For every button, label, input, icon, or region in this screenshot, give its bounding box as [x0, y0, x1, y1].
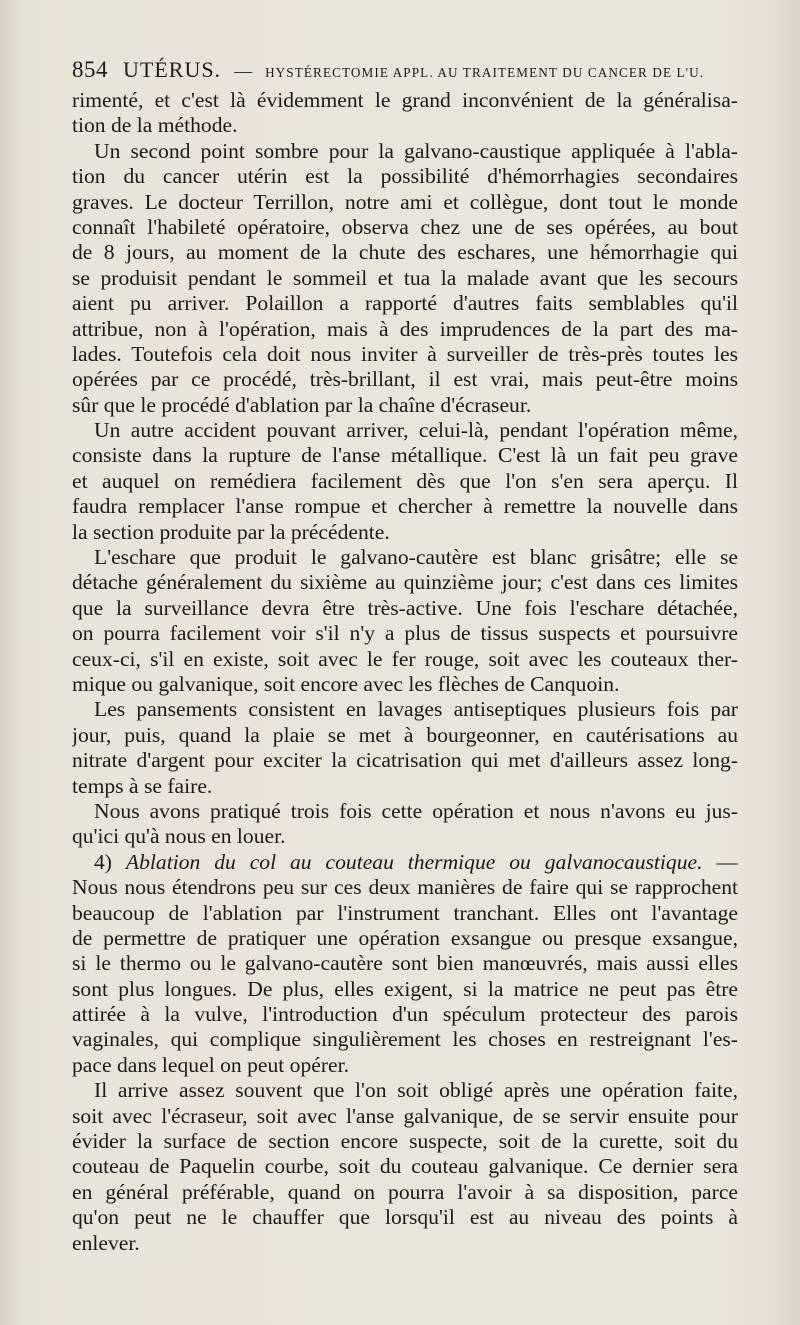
text-line: tion de la méthode. — [72, 113, 238, 138]
text-line: ceux-ci, s'il en existe, soit avec le fer rouge, soit avec les couteaux ther- — [72, 646, 738, 671]
text-line: sûr que le procédé d'ablation par la chaîne d'écraseur. — [72, 392, 532, 417]
text-line: consiste dans la rupture de l'anse métallique. C'est là un fait peu grave — [72, 443, 738, 468]
text-line: en général préférable, quand on pourra l'avoir à sa disposition, parce — [72, 1179, 738, 1204]
text-line: couteau de Paquelin courbe, soit du couteau galvanique. Ce dernier sera — [72, 1154, 738, 1179]
header-dash: — — [234, 61, 253, 81]
text-line: beaucoup de l'ablation par l'instrument tranchant. Elles ont l'avantage — [72, 900, 738, 925]
text-line: lades. Toutefois cela doit nous inviter à surveiller de très-près toutes les — [72, 341, 738, 366]
text-line: détache généralement du sixième au quinzième jour; c'est dans ces limites — [72, 570, 738, 595]
text-line: Il arrive assez souvent que l'on soit obligé après une opération faite, — [94, 1078, 738, 1103]
heading-title: Ablation du col au couteau thermique ou galvanocaustique. — [125, 849, 703, 874]
text-line: opérées par ce procédé, très-brillant, il est vrai, mais peut-être moins — [72, 367, 738, 392]
section-title: UTÉRUS. — [123, 57, 222, 82]
text-line: pace dans lequel on peut opérer. — [72, 1052, 350, 1077]
text-line: de 8 jours, au moment de la chute des eschares, une hémorrhagie qui — [72, 240, 738, 265]
text-line: soit avec l'écraseur, soit avec l'anse galvanique, de se servir ensuite pour — [72, 1103, 738, 1128]
text-line: L'eschare que produit le galvano-cautère est blanc grisâtre; elle se — [94, 545, 738, 570]
text-line: enlever. — [72, 1230, 140, 1255]
running-title: HYSTÉRECTOMIE APPL. AU TRAITEMENT DU CANCER DE L'U. — [265, 65, 705, 80]
text-line: si le thermo ou le galvano-cautère sont bien manœuvrés, mais aussi elles — [72, 951, 738, 976]
text-line: connaît l'habileté opératoire, observa chez une de ses opérées, au bout — [72, 214, 738, 239]
heading-dash: — — [716, 849, 738, 874]
text-line: qu'ici qu'à nous en louer. — [72, 824, 286, 849]
text-line: de permettre de pratiquer une opération exsangue ou presque exsangue, — [72, 925, 738, 950]
text-line: mique ou galvanique, soit encore avec les flèches de Canquoin. — [72, 671, 620, 696]
text-line: attirée à la vulve, l'introduction d'un spéculum protecteur des parois — [72, 1002, 738, 1027]
text-line: Nous nous étendrons peu sur ces deux manières de faire qui se rapprochent — [72, 875, 738, 900]
text-line: Un second point sombre pour la galvano-caustique appliquée à l'abla- — [94, 138, 738, 163]
text-line: on pourra facilement voir s'il n'y a plus de tissus suspects et poursuivre — [72, 621, 738, 646]
heading-number: 4) — [94, 849, 112, 874]
text-line: Nous avons pratiqué trois fois cette opération et nous n'avons eu jus- — [94, 798, 738, 823]
text-line: jour, puis, quand la plaie se met à bourgeonner, en cautérisations au — [72, 722, 738, 747]
page-number: 854 — [72, 57, 108, 82]
text-line: évider la surface de section encore suspecte, soit de la curette, soit du — [72, 1129, 738, 1154]
text-line: se produisit pendant le sommeil et tua la malade avant que les secours — [72, 265, 738, 290]
section-heading-4 — [72, 850, 738, 875]
running-header — [72, 50, 732, 90]
text-line: aient pu arriver. Polaillon a rapporté d'autres faits semblables qu'il — [72, 291, 738, 316]
text-line: vaginales, qui complique singulièrement les choses en restreignant l'es- — [72, 1027, 738, 1052]
text-line: nitrate d'argent pour exciter la cicatrisation qui met d'ailleurs assez long- — [72, 748, 738, 773]
text-line: faudra remplacer l'anse rompue et chercher à remettre la nouvelle dans — [72, 494, 738, 519]
text-line: sont plus longues. De plus, elles exigent, si la matrice ne peut pas être — [72, 976, 738, 1001]
text-line: Les pansements consistent en lavages antiseptiques plusieurs fois par — [94, 697, 738, 722]
text-line: tion du cancer utérin est la possibilité d'hémorrhagies secondaires — [72, 164, 738, 189]
text-line: qu'on peut ne le chauffer que lorsqu'il est au niveau des points à — [72, 1205, 738, 1230]
body-text — [72, 88, 738, 1256]
text-line: que la surveillance devra être très-active. Une fois l'eschare détachée, — [72, 595, 738, 620]
text-line: Un autre accident pouvant arriver, celui-là, pendant l'opération même, — [94, 418, 738, 443]
text-line: attribue, non à l'opération, mais à des imprudences de la part des ma- — [72, 316, 738, 341]
text-line: et auquel on remédiera facilement dès que l'on s'en sera aperçu. Il — [72, 468, 738, 493]
text-line: temps à se faire. — [72, 773, 213, 798]
text-line: rimenté, et c'est là évidemment le grand inconvénient de la généralisa- — [72, 88, 738, 112]
text-line: graves. Le docteur Terrillon, notre ami et collègue, dont tout le monde — [72, 189, 738, 214]
text-line: la section produite par la précédente. — [72, 519, 390, 544]
